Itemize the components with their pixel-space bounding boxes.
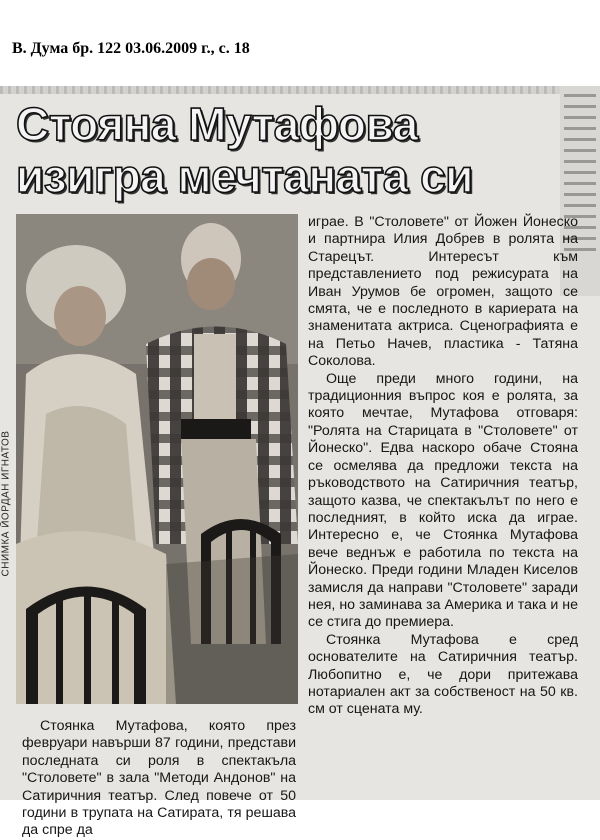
second-column-text — [308, 214, 578, 719]
photo-credit — [0, 406, 14, 606]
first-column-text — [22, 718, 296, 840]
clipping-top-edge — [0, 86, 600, 94]
paragraph: играе. В "Столовете" от Йожен Йонеско и партнира Илия Добрев в ролята на Старецът. Интересът към представлението под режисурата на Иван Урумов бе огромен, защото се смята, че е последното в кариерата на знаменитата актриса. Сценографията е на Петьо Начев, пластика - Татяна Соколова. — [308, 214, 578, 370]
article-photo — [16, 214, 298, 704]
paragraph: Стоянка Мутафова е сред основателите на Сатиричния театър. Любопитно е, че дори притежава нотариален акт за собственост на 50 кв. см от сцената му. — [308, 631, 578, 718]
photo-credit-text: СНИМКА ЙОРДАН ИГНАТОВ — [0, 430, 12, 577]
paragraph: Още преди много години, на традиционния въпрос коя е ролята, за която мечтае, Мутафова отговаря: "Ролята на Старицата в "Столовете" от Йонеско". Едва наскоро обаче Стояна се осмелява да предложи текста на ръководството на Сатиричния театър, защото казва, че спектакълът по него е последният, в който иска да играе. Интересно е, че Стоянка Мутафова вече веднъж е работила по текста на Йонеско. Преди години Младен Киселов замисля да направи "Столовете" заради нея, но заминава за Америка и така и не се стига до премиера. — [308, 370, 578, 631]
headline: Стояна Мутафова изигра мечтаната си — [16, 98, 473, 202]
paragraph: Стоянка Мутафова, която през февруари навърши 87 години, представи последната си роля в спектакъла "Столовете" в зала "Методи Андонов" на Сатиричния театър. След повече от 50 години в трупата на Сатирата, тя решава да спре да — [22, 718, 296, 839]
source-reference: В. Дума бр. 122 03.06.2009 г., с. 18 — [12, 40, 250, 57]
newspaper-clipping — [0, 86, 600, 839]
